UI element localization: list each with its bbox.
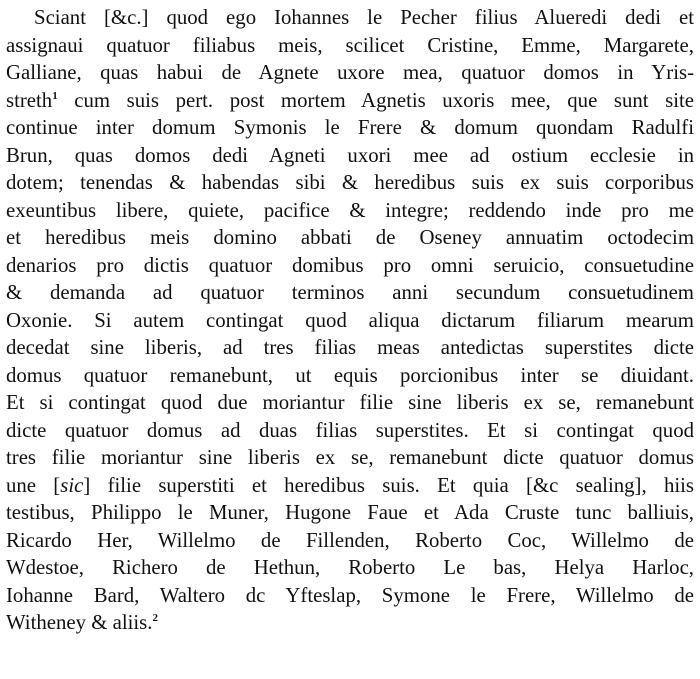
text-line: decedat sine liberis, ad tres filias meas antedictas superstites dicte <box>6 336 694 359</box>
text-line: et heredibus meis domino abbati de Oseney annuatim octodecim <box>6 226 694 249</box>
text-line: tres filie moriantur sine liberis ex se, remanebunt dicte quatuor domus <box>6 446 694 469</box>
text-line: Iohanne Bard, Waltero dc Yfteslap, Symone le Frere, Willelmo de <box>6 583 694 607</box>
text-line <box>6 472 694 500</box>
text-line: & demanda ad quatuor terminos anni secundum consuetudinem <box>6 281 694 304</box>
text-line: Galliane, quas habui de Agnete uxore mea, quatuor domos in Yris- <box>6 61 694 84</box>
text-line: Oxonie. Si autem contingat quod aliqua dictarum filiarum mearum <box>6 308 694 332</box>
text-line: exeuntibus libere, quiete, pacifice & integre; reddendo inde pro me <box>6 198 694 222</box>
text-segment: streth <box>6 88 53 112</box>
text-segment: une [ <box>6 473 61 497</box>
text-segment: ] filie superstiti et heredibus suis. Et quia [&c sealing], hiis <box>83 473 694 497</box>
text-line: testibus, Philippo le Muner, Hugone Faue et Ada Cruste tunc balliuis, <box>6 501 694 524</box>
footnote-marker: 2 <box>152 612 158 624</box>
text-line <box>6 87 694 115</box>
text-line: Wdestoe, Richero de Hethun, Roberto Le bas, Helya Harloc, <box>6 556 694 579</box>
text-line: continue inter domum Symonis le Frere & domum quondam Radulfi <box>6 116 694 139</box>
italic-word: sic <box>60 473 84 497</box>
footnote-marker: 1 <box>52 89 58 102</box>
charter-text <box>6 4 694 637</box>
text-segment: cum suis pert. post mortem Agnetis uxoris mee, que sunt site <box>57 88 694 112</box>
text-line: domus quatuor remanebunt, ut equis porcionibus inter se diuidant. <box>6 363 694 387</box>
text-line: dotem; tenendas & habendas sibi & heredibus suis ex suis corporibus <box>6 171 694 194</box>
text-segment: Witheney & aliis. <box>6 611 153 634</box>
text-line: dicte quatuor domus ad duas filias superstites. Et si contingat quod <box>6 418 694 442</box>
text-line: Brun, quas domos dedi Agneti uxori mee ad ostium ecclesie in <box>6 143 694 167</box>
text-line: assignaui quatuor filiabus meis, scilicet Cristine, Emme, Margarete, <box>6 33 694 57</box>
text-line: Sciant [&c.] quod ego Iohannes le Pecher filius Alueredi dedi et <box>34 6 694 29</box>
text-line: Et si contingat quod due moriantur filie sine liberis ex se, remanebunt <box>6 391 694 414</box>
text-line: denarios pro dictis quatuor domibus pro omni seruicio, consuetudine <box>6 253 694 277</box>
text-line <box>6 609 694 637</box>
text-line: Ricardo Her, Willelmo de Fillenden, Roberto Coc, Willelmo de <box>6 528 694 552</box>
